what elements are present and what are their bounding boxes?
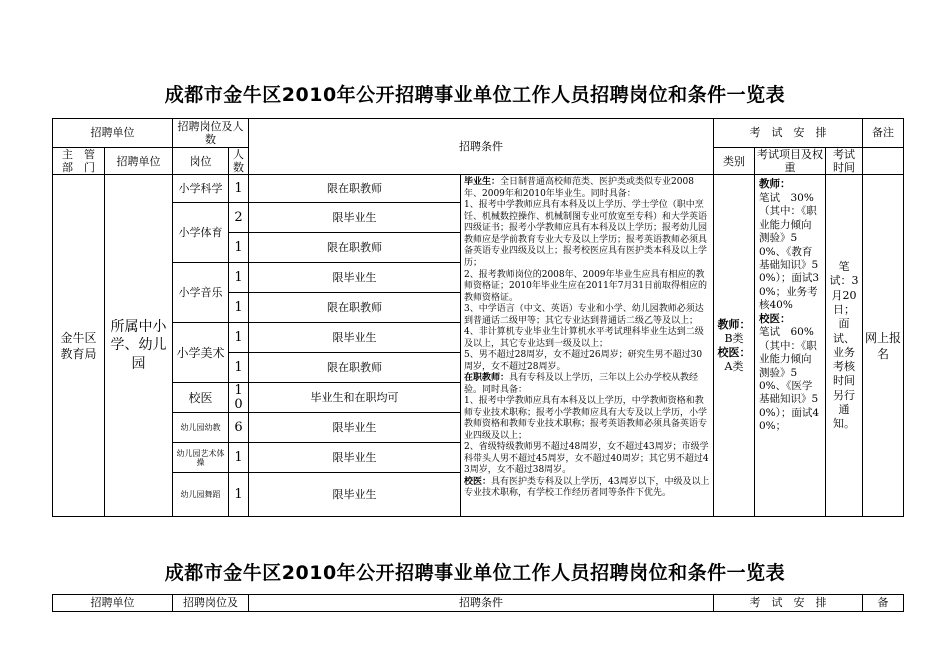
requirement-cell: 限在职教师 xyxy=(249,353,461,383)
post-cell: 小学体育 xyxy=(173,203,229,263)
count-cell: 1 xyxy=(229,443,249,473)
count-cell: 1 xyxy=(229,175,249,203)
post-cell: 小学音乐 xyxy=(173,263,229,323)
cond-g1: 1、报考中学教师应具有本科及以上学历、学士学位（职中烹饪、机械数控操作、机械制图专业可放宽至专科）和大学英语四级证书；报考小学教师应具有本科及以上学历；报考幼儿园教师应是学前教育专业大专及以上学历；报考英语教师必须具备英语专业四级及以上；报考校医应具有医护类本科及以上学历； xyxy=(464,200,708,268)
count-cell: 10 xyxy=(229,383,249,413)
post-cell: 幼儿园舞蹈 xyxy=(173,473,229,517)
header-post: 岗位 xyxy=(173,148,229,175)
header-post-count: 招聘岗位及 xyxy=(173,595,249,612)
header-exam: 考 试 安 排 xyxy=(714,119,863,148)
header-unit: 招聘单位 xyxy=(53,595,173,612)
exam-items-cell xyxy=(755,175,826,517)
cond-doc-label: 校医： xyxy=(464,476,492,487)
cond-job-text: 具有专科及以上学历，三年以上公办学校从教经验。同时具备： xyxy=(464,373,699,395)
header-category: 类别 xyxy=(714,148,755,175)
post-cell: 幼儿园幼教 xyxy=(173,413,229,443)
header-unit2: 招聘单位 xyxy=(105,148,173,175)
cond-g5: 5、男不超过28周岁，女不超过26周岁；研究生男不超过30周岁，女不超过28周岁。 xyxy=(464,350,703,372)
requirement-cell: 限毕业生 xyxy=(249,203,461,233)
header-count: 人数 xyxy=(229,148,249,175)
cond-grad-label: 毕业生： xyxy=(464,177,501,188)
post-cell: 校医 xyxy=(173,383,229,413)
requirement-cell: 限在职教师 xyxy=(249,175,461,203)
items-doctor-body: 笔试 60%（其中：《职业能力倾向测验》50%、《医学基础知识》50%）；面试40%； xyxy=(759,326,820,433)
count-cell: 2 xyxy=(229,203,249,233)
cond-j1: 1、报考中学教师应具有本科及以上学历，中学教师资格和教师专业技术职称；报考小学教师应具有大专及以上学历，小学教师资格和教师专业技术职称；报考英语教师必须具备英语专业四级及以上； xyxy=(464,396,708,441)
requirement-cell: 毕业生和在职均可 xyxy=(249,383,461,413)
header-time: 考试时间 xyxy=(826,148,863,175)
cond-g4: 4、非计算机专业毕业生计算机水平考试理科毕业生达到二级及以上，其它专业达到一级及以上； xyxy=(464,327,704,349)
category-doctor-label: 校医： xyxy=(717,345,751,359)
header-remark: 备注 xyxy=(863,119,904,148)
cond-j2: 2、省级特级教师男不超过48周岁，女不超过43周岁；市级学科带头人男不超过45周岁，女不超过40周岁；其它男不超过43周岁，女不超过38周岁。 xyxy=(464,442,709,476)
post-cell: 幼儿园艺术体操 xyxy=(173,443,229,473)
cond-doc-text: 具有医护类专科及以上学历，43周岁以下，中级及以上专业技术职称，有学校工作经历者同等条件下优先。 xyxy=(464,476,710,499)
items-teacher-label: 教师： xyxy=(759,178,791,191)
exam-time-cell: 笔试：3月20日；面试、业务考核时间另行通知。 xyxy=(826,175,863,517)
cond-g2: 2、报考教师岗位的2008年、2009年毕业生应具有相应的教师资格证；2010年毕业生应在2011年7月31日前取得相应的教师资格证。 xyxy=(464,269,707,303)
remark-cell: 网上报名 xyxy=(863,175,904,517)
count-cell: 1 xyxy=(229,263,249,293)
repeated-table-header xyxy=(52,594,904,612)
header-items: 考试项目及权重 xyxy=(755,148,826,175)
recruitment-table xyxy=(52,118,904,517)
count-cell: 1 xyxy=(229,473,249,517)
header-remark: 备 xyxy=(863,595,904,612)
header-conditions: 招聘条件 xyxy=(249,119,714,175)
cond-job-label: 在职教师： xyxy=(464,373,510,384)
requirement-cell: 限毕业生 xyxy=(249,473,461,517)
unit-cell: 所属中小学、幼儿园 xyxy=(105,175,173,517)
requirement-cell: 限毕业生 xyxy=(249,443,461,473)
header-authority: 主 管 部 门 xyxy=(53,148,105,175)
cond-g3: 3、中学语言（中文、英语）专业和小学、幼儿园教师必须达到普通话二级甲等；其它专业达到普通话二级乙等及以上； xyxy=(464,304,704,326)
count-cell: 1 xyxy=(229,323,249,353)
authority-cell: 金牛区教育局 xyxy=(53,175,105,517)
requirement-cell: 限毕业生 xyxy=(249,413,461,443)
header-conditions: 招聘条件 xyxy=(249,595,714,612)
header-post-count: 招聘岗位及人数 xyxy=(173,119,249,148)
post-cell: 小学美术 xyxy=(173,323,229,383)
conditions-cell xyxy=(461,175,714,517)
post-cell: 小学科学 xyxy=(173,175,229,203)
category-cell xyxy=(714,175,755,517)
count-cell: 1 xyxy=(229,353,249,383)
category-doctor: A类 xyxy=(724,359,744,373)
category-teacher: B类 xyxy=(724,332,744,346)
requirement-cell: 限在职教师 xyxy=(249,293,461,323)
items-doctor-label: 校医： xyxy=(759,312,791,325)
count-cell: 1 xyxy=(229,293,249,323)
page-title: 成都市金牛区2010年公开招聘事业单位工作人员招聘岗位和条件一览表 xyxy=(164,84,786,106)
header-unit: 招聘单位 xyxy=(53,119,173,148)
count-cell: 6 xyxy=(229,413,249,443)
requirement-cell: 限毕业生 xyxy=(249,263,461,293)
requirement-cell: 限在职教师 xyxy=(249,233,461,263)
header-exam: 考 试 安 排 xyxy=(714,595,863,612)
items-teacher-body: 笔试 30%（其中：《职业能力倾向测验》50%、《教育基础知识》50%）；面试30%；业务考核40% xyxy=(759,191,820,312)
header-remark-blank xyxy=(863,148,904,175)
cond-grad-text: 全日制普通高校师范类、医护类或类似专业2008年、2009年和2010年毕业生。同时具备： xyxy=(464,177,694,199)
category-teacher-label: 教师： xyxy=(717,318,751,332)
count-cell: 1 xyxy=(229,233,249,263)
repeated-page-title: 成都市金牛区2010年公开招聘事业单位工作人员招聘岗位和条件一览表 xyxy=(164,562,786,584)
requirement-cell: 限毕业生 xyxy=(249,323,461,353)
